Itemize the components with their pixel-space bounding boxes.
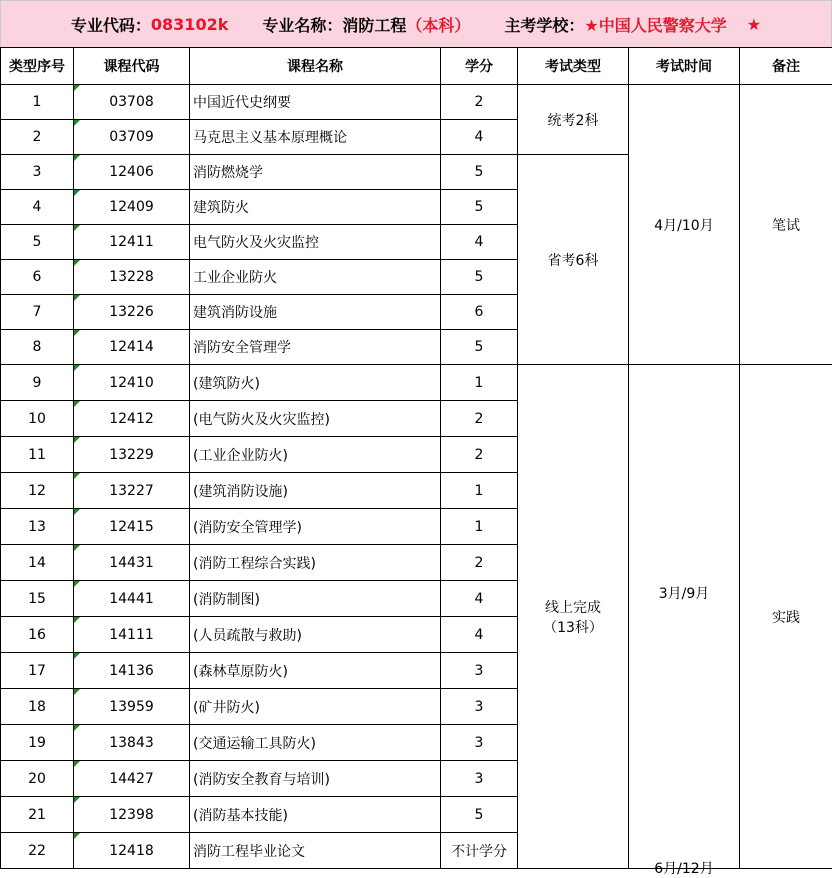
major-name-label: 专业名称：: [262, 13, 342, 36]
cell-name: (消防基本技能): [190, 797, 441, 833]
major-code-label: 专业代码：: [71, 13, 151, 36]
course-table: [0, 47, 832, 869]
cell-code: 12412: [74, 401, 190, 437]
cell-no: 1: [1, 85, 74, 120]
cell-no: 17: [1, 653, 74, 689]
cell-name: 消防燃烧学: [190, 155, 441, 190]
cell-no: 14: [1, 545, 74, 581]
cell-no: 8: [1, 330, 74, 365]
cell-code: 14136: [74, 653, 190, 689]
cell-credit: 5: [441, 190, 518, 225]
col-header-credit: 学分: [441, 48, 518, 85]
cell-name: (建筑消防设施): [190, 473, 441, 509]
cell-credit: 5: [441, 330, 518, 365]
cell-no: 22: [1, 833, 74, 869]
cell-no: 12: [1, 473, 74, 509]
cell-credit: 4: [441, 225, 518, 260]
school-name: ★中国人民警察大学: [584, 13, 726, 36]
cell-name: 马克思主义基本原理概论: [190, 120, 441, 155]
cell-code: 13959: [74, 689, 190, 725]
cell-code: 14441: [74, 581, 190, 617]
exam-time-thesis: 6月/12月: [629, 858, 739, 878]
cell-name: (工业企业防火): [190, 437, 441, 473]
cell-name: 工业企业防火: [190, 260, 441, 295]
cell-credit: 1: [441, 509, 518, 545]
table-row: [1, 85, 832, 120]
cell-name: 建筑消防设施: [190, 295, 441, 330]
table-row: [1, 365, 832, 401]
star-icon: ★: [747, 15, 761, 34]
cell-credit: 3: [441, 725, 518, 761]
cell-no: 9: [1, 365, 74, 401]
col-header-no: 类型序号: [1, 48, 74, 85]
cell-name: (消防工程综合实践): [190, 545, 441, 581]
cell-credit: 不计学分: [441, 833, 518, 869]
cell-credit: 5: [441, 797, 518, 833]
cell-no: 20: [1, 761, 74, 797]
online-line2: （13科）: [518, 617, 628, 637]
cell-name: (消防安全教育与培训): [190, 761, 441, 797]
cell-name: (电气防火及火灾监控): [190, 401, 441, 437]
cell-no: 7: [1, 295, 74, 330]
cell-name: 中国近代史纲要: [190, 85, 441, 120]
cell-code: 03709: [74, 120, 190, 155]
cell-no: 16: [1, 617, 74, 653]
online-line1: 线上完成: [518, 597, 628, 617]
cell-name: (交通运输工具防火): [190, 725, 441, 761]
cell-credit: 2: [441, 401, 518, 437]
cell-credit: 4: [441, 581, 518, 617]
cell-code: 12414: [74, 330, 190, 365]
school-label: 主考学校：: [504, 13, 584, 36]
cell-no: 11: [1, 437, 74, 473]
cell-exam-type-unified: 统考2科: [518, 85, 629, 155]
cell-code: 12406: [74, 155, 190, 190]
col-header-name: 课程名称: [190, 48, 441, 85]
cell-code: 13226: [74, 295, 190, 330]
cell-name: (建筑防火): [190, 365, 441, 401]
cell-name: 消防安全管理学: [190, 330, 441, 365]
cell-name: (消防安全管理学): [190, 509, 441, 545]
cell-exam-time-written: 4月/10月: [629, 85, 740, 365]
cell-credit: 3: [441, 761, 518, 797]
table-header-row: [1, 48, 832, 85]
cell-note-written: 笔试: [740, 85, 832, 365]
cell-credit: 2: [441, 437, 518, 473]
cell-code: 03708: [74, 85, 190, 120]
cell-exam-time-practice: [629, 365, 740, 869]
cell-no: 2: [1, 120, 74, 155]
cell-credit: 3: [441, 689, 518, 725]
cell-code: 12418: [74, 833, 190, 869]
cell-note-practice: 实践: [740, 365, 832, 869]
cell-no: 5: [1, 225, 74, 260]
cell-code: 13228: [74, 260, 190, 295]
cell-name: (人员疏散与救助): [190, 617, 441, 653]
cell-code: 13227: [74, 473, 190, 509]
cell-credit: 2: [441, 85, 518, 120]
cell-credit: 2: [441, 545, 518, 581]
cell-credit: 5: [441, 260, 518, 295]
cell-name: (消防制图): [190, 581, 441, 617]
major-level: （本科）: [406, 13, 470, 36]
cell-no: 10: [1, 401, 74, 437]
cell-exam-type-online: [518, 365, 629, 869]
cell-code: 12398: [74, 797, 190, 833]
table-title-bar: [0, 0, 832, 47]
cell-code: 13229: [74, 437, 190, 473]
col-header-exam-type: 考试类型: [518, 48, 629, 85]
cell-code: 14427: [74, 761, 190, 797]
cell-code: 12415: [74, 509, 190, 545]
cell-name: 消防工程毕业论文: [190, 833, 441, 869]
cell-no: 15: [1, 581, 74, 617]
cell-credit: 5: [441, 155, 518, 190]
cell-code: 12410: [74, 365, 190, 401]
cell-code: 14431: [74, 545, 190, 581]
cell-code: 12411: [74, 225, 190, 260]
cell-no: 3: [1, 155, 74, 190]
cell-name: 电气防火及火灾监控: [190, 225, 441, 260]
cell-no: 18: [1, 689, 74, 725]
cell-no: 13: [1, 509, 74, 545]
col-header-code: 课程代码: [74, 48, 190, 85]
cell-credit: 4: [441, 617, 518, 653]
cell-code: 13843: [74, 725, 190, 761]
cell-no: 19: [1, 725, 74, 761]
cell-name: 建筑防火: [190, 190, 441, 225]
cell-no: 6: [1, 260, 74, 295]
major-code: 083102k: [151, 15, 228, 34]
cell-credit: 6: [441, 295, 518, 330]
cell-no: 21: [1, 797, 74, 833]
exam-time-practice: 3月/9月: [629, 583, 739, 603]
cell-credit: 1: [441, 473, 518, 509]
major-name: 消防工程: [342, 13, 406, 36]
cell-credit: 4: [441, 120, 518, 155]
col-header-exam-time: 考试时间: [629, 48, 740, 85]
cell-code: 14111: [74, 617, 190, 653]
cell-credit: 3: [441, 653, 518, 689]
cell-credit: 1: [441, 365, 518, 401]
cell-no: 4: [1, 190, 74, 225]
col-header-note: 备注: [740, 48, 832, 85]
cell-name: (森林草原防火): [190, 653, 441, 689]
cell-code: 12409: [74, 190, 190, 225]
cell-exam-type-provincial: 省考6科: [518, 155, 629, 365]
cell-name: (矿井防火): [190, 689, 441, 725]
